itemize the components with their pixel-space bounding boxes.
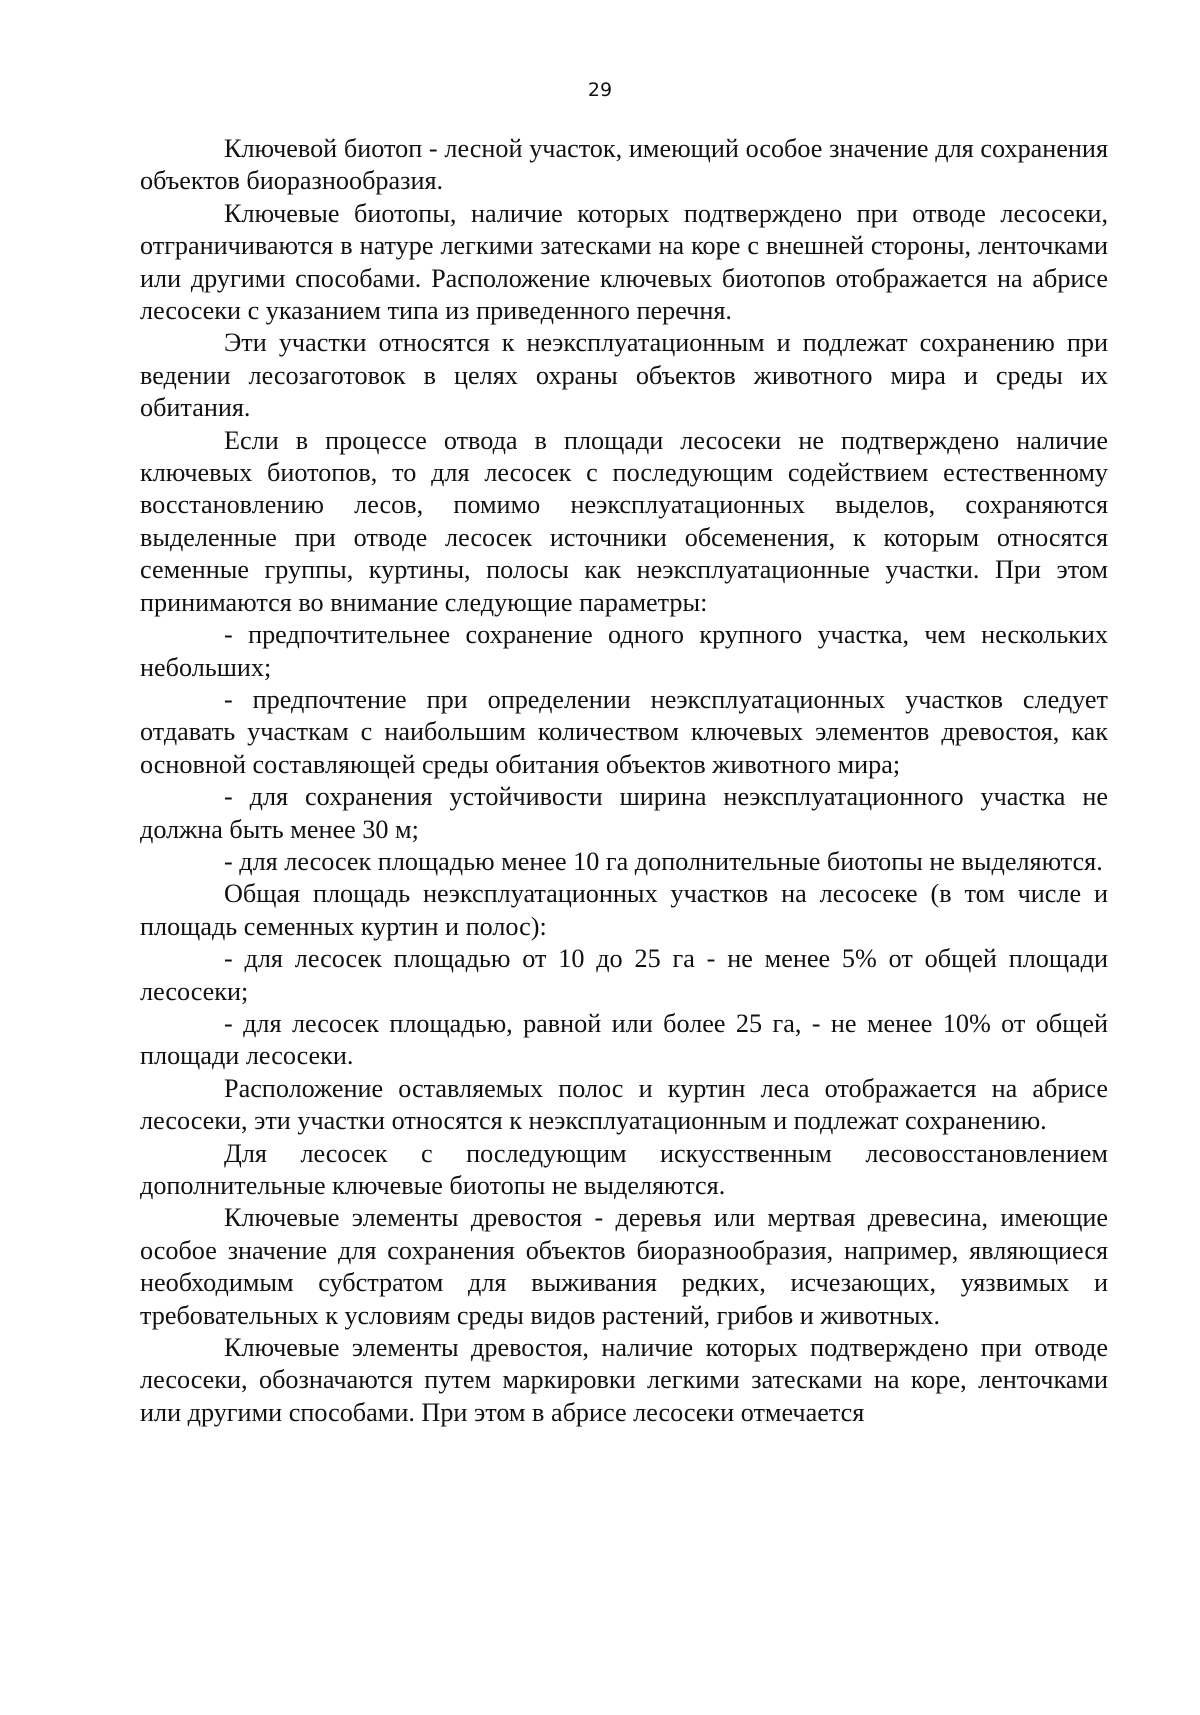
paragraph-key-elements-marking: Ключевые элементы древостоя, наличие которых подтверждено при отводе лесосеки, обозначаются путем маркировки легкими затесками на коре, ленточками или другими способами. При этом в абрисе лесосеки отмечается: [140, 1333, 1108, 1427]
page-number: 29: [587, 79, 613, 101]
paragraph-total-area: Общая площадь неэксплуатационных участков на лесосеке (в том числе и площадь семенных куртин и полос):: [140, 879, 1108, 941]
list-item-large-area-preference: - предпочтительнее сохранение одного крупного участка, чем нескольких небольших;: [140, 620, 1108, 682]
list-item-small-cutting-areas: - для лесосек площадью менее 10 га дополнительные биотопы не выделяются.: [224, 846, 1103, 876]
paragraph-non-exploitable-areas: Эти участки относятся к неэксплуатационным и подлежат сохранению при ведении лесозаготовок в целях охраны объектов животного мира и среды их обитания.: [140, 328, 1108, 423]
list-item-area-25-plus: - для лесосек площадью, равной или более 25 га, - не менее 10% от общей площади лесосеки.: [140, 1008, 1108, 1071]
list-item-area-10-25: - для лесосек площадью от 10 до 25 га - не менее 5% от общей площади лесосеки;: [140, 944, 1108, 1006]
paragraph-seed-sources: Если в процессе отвода в площади лесосеки не подтверждено наличие ключевых биотопов, то для лесосек с последующим содействием естественному восстановлению лесов, помимо неэксплуатационных выделов, сохраняются выделенные при отводе лесосек источники обсеменения, к которым относятся семенные группы, куртины, полосы как неэксплуатационные участки. При этом принимаются во внимание следующие параметры:: [140, 425, 1108, 617]
paragraph-artificial-reforestation: Для лесосек с последующим искусственным лесовосстановлением дополнительные ключевые биотопы не выделяются.: [140, 1138, 1108, 1200]
paragraph-key-biotopes-marking: Ключевые биотопы, наличие которых подтверждено при отводе лесосеки, отграничиваются в натуре легкими затесками на коре с внешней стороны, ленточками или другими способами. Расположение ключевых биотопов отображается на абрисе лесосеки с указанием типа из приведенного перечня.: [140, 198, 1108, 326]
paragraph-key-elements-definition: Ключевые элементы древостоя - деревья или мертвая древесина, имеющие особое значение для сохранения объектов биоразнообразия, например, являющиеся необходимым субстратом для выживания редких, исчезающих, уязвимых и требовательных к условиям среды видов растений, грибов и животных.: [140, 1203, 1108, 1330]
list-item-minimum-width: - для сохранения устойчивости ширина неэксплуатационного участка не должна быть менее 30 м;: [140, 782, 1108, 844]
paragraph-strips-and-clumps: Расположение оставляемых полос и куртин леса отображается на абрисе лесосеки, эти участки относятся к неэксплуатационным и подлежат сохранению.: [140, 1073, 1108, 1136]
list-item-key-elements-preference: - предпочтение при определении неэксплуатационных участков следует отдавать участкам с наибольшим количеством ключевых элементов древостоя, как основной составляющей среды обитания объектов животного мира;: [140, 684, 1108, 779]
paragraph-key-biotope-definition: Ключевой биотоп - лесной участок, имеющий особое значение для сохранения объектов биоразнообразия.: [140, 134, 1108, 196]
page-body: [140, 133, 1108, 1429]
